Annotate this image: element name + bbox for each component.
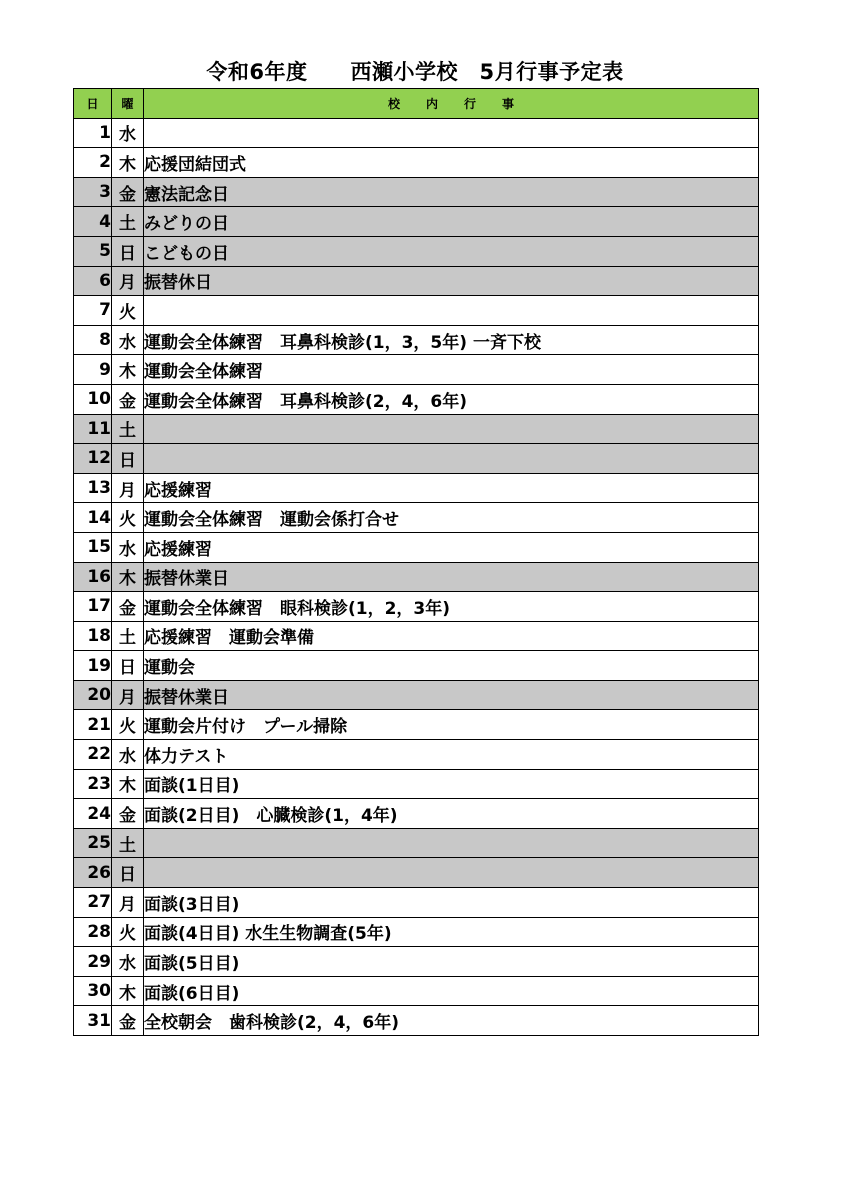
table-row bbox=[74, 799, 759, 829]
day-cell: 11 bbox=[74, 414, 112, 444]
page-title: 令和6年度 西瀬小学校 5月行事予定表 bbox=[206, 60, 624, 84]
event-cell: 憲法記念日 bbox=[144, 177, 759, 207]
day-cell: 13 bbox=[74, 473, 112, 503]
event-cell: 振替休業日 bbox=[144, 680, 759, 710]
table-row bbox=[74, 621, 759, 651]
event-cell: 面談(1日目) bbox=[144, 769, 759, 799]
header-events: 校内行事 bbox=[144, 89, 759, 119]
table-row bbox=[74, 414, 759, 444]
weekday-cell: 月 bbox=[112, 266, 144, 296]
day-cell: 21 bbox=[74, 710, 112, 740]
weekday-cell: 土 bbox=[112, 414, 144, 444]
event-cell: 応援団結団式 bbox=[144, 148, 759, 178]
event-cell bbox=[144, 444, 759, 474]
day-cell: 25 bbox=[74, 828, 112, 858]
weekday-cell: 木 bbox=[112, 769, 144, 799]
event-cell: こどもの日 bbox=[144, 236, 759, 266]
table-row bbox=[74, 740, 759, 770]
weekday-cell: 水 bbox=[112, 947, 144, 977]
schedule-table bbox=[73, 88, 759, 1036]
day-cell: 20 bbox=[74, 680, 112, 710]
header-day: 日 bbox=[74, 89, 112, 119]
table-row bbox=[74, 710, 759, 740]
table-row bbox=[74, 473, 759, 503]
table-row bbox=[74, 148, 759, 178]
table-row bbox=[74, 651, 759, 681]
event-cell: 面談(6日目) bbox=[144, 976, 759, 1006]
weekday-cell: 日 bbox=[112, 236, 144, 266]
table-row bbox=[74, 296, 759, 326]
day-cell: 19 bbox=[74, 651, 112, 681]
header-weekday: 曜 bbox=[112, 89, 144, 119]
weekday-cell: 木 bbox=[112, 355, 144, 385]
table-row bbox=[74, 532, 759, 562]
table-row bbox=[74, 444, 759, 474]
weekday-cell: 土 bbox=[112, 621, 144, 651]
table-row bbox=[74, 680, 759, 710]
day-cell: 9 bbox=[74, 355, 112, 385]
event-cell: 面談(2日目) 心臓検診(1，4年) bbox=[144, 799, 759, 829]
table-row bbox=[74, 769, 759, 799]
weekday-cell: 木 bbox=[112, 148, 144, 178]
weekday-cell: 火 bbox=[112, 503, 144, 533]
weekday-cell: 金 bbox=[112, 592, 144, 622]
day-cell: 17 bbox=[74, 592, 112, 622]
table-row bbox=[74, 828, 759, 858]
event-cell: 面談(3日目) bbox=[144, 888, 759, 918]
day-cell: 24 bbox=[74, 799, 112, 829]
weekday-cell: 日 bbox=[112, 651, 144, 681]
table-row bbox=[74, 177, 759, 207]
day-cell: 30 bbox=[74, 976, 112, 1006]
day-cell: 5 bbox=[74, 236, 112, 266]
event-cell: 全校朝会 歯科検診(2，4，6年) bbox=[144, 1006, 759, 1036]
day-cell: 8 bbox=[74, 325, 112, 355]
weekday-cell: 月 bbox=[112, 680, 144, 710]
day-cell: 1 bbox=[74, 118, 112, 148]
day-cell: 22 bbox=[74, 740, 112, 770]
weekday-cell: 水 bbox=[112, 740, 144, 770]
weekday-cell: 水 bbox=[112, 532, 144, 562]
weekday-cell: 金 bbox=[112, 799, 144, 829]
weekday-cell: 月 bbox=[112, 473, 144, 503]
weekday-cell: 水 bbox=[112, 325, 144, 355]
table-row bbox=[74, 325, 759, 355]
table-row bbox=[74, 207, 759, 237]
weekday-cell: 金 bbox=[112, 384, 144, 414]
table-row bbox=[74, 976, 759, 1006]
table-row bbox=[74, 1006, 759, 1036]
event-cell: 運動会全体練習 運動会係打合せ bbox=[144, 503, 759, 533]
table-row bbox=[74, 236, 759, 266]
weekday-cell: 火 bbox=[112, 917, 144, 947]
day-cell: 7 bbox=[74, 296, 112, 326]
day-cell: 16 bbox=[74, 562, 112, 592]
header-row bbox=[74, 89, 759, 119]
event-cell: 運動会片付け プール掃除 bbox=[144, 710, 759, 740]
event-cell: 運動会全体練習 眼科検診(1，2，3年) bbox=[144, 592, 759, 622]
event-cell: 運動会全体練習 耳鼻科検診(2，4，6年) bbox=[144, 384, 759, 414]
day-cell: 6 bbox=[74, 266, 112, 296]
day-cell: 4 bbox=[74, 207, 112, 237]
day-cell: 3 bbox=[74, 177, 112, 207]
event-cell: 運動会 bbox=[144, 651, 759, 681]
schedule-body bbox=[74, 118, 759, 1035]
event-cell: 応援練習 bbox=[144, 473, 759, 503]
day-cell: 27 bbox=[74, 888, 112, 918]
day-cell: 15 bbox=[74, 532, 112, 562]
weekday-cell: 日 bbox=[112, 858, 144, 888]
weekday-cell: 土 bbox=[112, 207, 144, 237]
event-cell bbox=[144, 414, 759, 444]
table-row bbox=[74, 562, 759, 592]
day-cell: 29 bbox=[74, 947, 112, 977]
day-cell: 18 bbox=[74, 621, 112, 651]
table-row bbox=[74, 355, 759, 385]
day-cell: 23 bbox=[74, 769, 112, 799]
weekday-cell: 木 bbox=[112, 976, 144, 1006]
event-cell: 応援練習 bbox=[144, 532, 759, 562]
day-cell: 10 bbox=[74, 384, 112, 414]
weekday-cell: 月 bbox=[112, 888, 144, 918]
table-row bbox=[74, 917, 759, 947]
table-row bbox=[74, 266, 759, 296]
event-cell bbox=[144, 858, 759, 888]
event-cell: 振替休日 bbox=[144, 266, 759, 296]
event-cell: 振替休業日 bbox=[144, 562, 759, 592]
weekday-cell: 金 bbox=[112, 1006, 144, 1036]
table-row bbox=[74, 888, 759, 918]
table-row bbox=[74, 118, 759, 148]
event-cell: 面談(4日目) 水生生物調査(5年) bbox=[144, 917, 759, 947]
table-row bbox=[74, 503, 759, 533]
weekday-cell: 水 bbox=[112, 118, 144, 148]
weekday-cell: 日 bbox=[112, 444, 144, 474]
event-cell bbox=[144, 118, 759, 148]
day-cell: 26 bbox=[74, 858, 112, 888]
event-cell: 体力テスト bbox=[144, 740, 759, 770]
weekday-cell: 火 bbox=[112, 710, 144, 740]
weekday-cell: 木 bbox=[112, 562, 144, 592]
table-row bbox=[74, 384, 759, 414]
day-cell: 28 bbox=[74, 917, 112, 947]
event-cell: 面談(5日目) bbox=[144, 947, 759, 977]
day-cell: 14 bbox=[74, 503, 112, 533]
event-cell bbox=[144, 296, 759, 326]
event-cell: 運動会全体練習 bbox=[144, 355, 759, 385]
day-cell: 2 bbox=[74, 148, 112, 178]
weekday-cell: 火 bbox=[112, 296, 144, 326]
day-cell: 12 bbox=[74, 444, 112, 474]
event-cell bbox=[144, 828, 759, 858]
event-cell: みどりの日 bbox=[144, 207, 759, 237]
table-row bbox=[74, 858, 759, 888]
table-row bbox=[74, 947, 759, 977]
weekday-cell: 金 bbox=[112, 177, 144, 207]
table-row bbox=[74, 592, 759, 622]
day-cell: 31 bbox=[74, 1006, 112, 1036]
event-cell: 応援練習 運動会準備 bbox=[144, 621, 759, 651]
weekday-cell: 土 bbox=[112, 828, 144, 858]
event-cell: 運動会全体練習 耳鼻科検診(1，3，5年) 一斉下校 bbox=[144, 325, 759, 355]
